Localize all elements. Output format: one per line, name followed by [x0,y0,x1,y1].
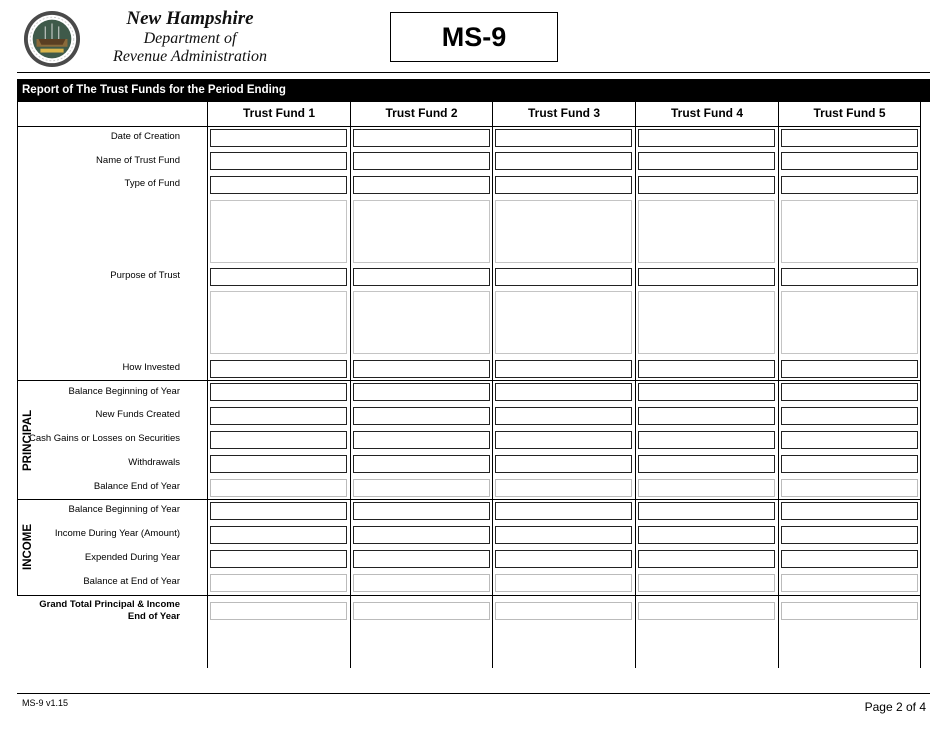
p-balance-beginning-field-fund-2[interactable] [353,383,490,401]
purpose-of-trust-field-fund-4[interactable] [638,268,775,286]
i-balance-beginning-field-fund-5[interactable] [781,502,918,520]
p-balance-end-field-fund-4[interactable] [638,479,775,497]
purpose-of-trust-field-fund-3[interactable] [495,268,632,286]
p-balance-end-field-fund-1[interactable] [210,479,347,497]
i-income-field-fund-4[interactable] [638,526,775,544]
i-expended-field-fund-4[interactable] [638,550,775,568]
i-income-field-fund-5[interactable] [781,526,918,544]
i-balance-end-field-fund-4[interactable] [638,574,775,592]
p-balance-end-field-fund-2[interactable] [353,479,490,497]
income-section-title: INCOME [22,524,34,571]
label-how-invested: How Invested [122,362,180,373]
how-invested-field-fund-4[interactable] [638,360,775,378]
p-withdrawals-field-fund-2[interactable] [353,455,490,473]
date-of-creation-field-fund-4[interactable] [638,129,775,147]
p-balance-beginning-field-fund-1[interactable] [210,383,347,401]
column-header-trust-fund-1: Trust Fund 1 [243,106,315,120]
purpose-upper-field-fund-1[interactable] [210,200,347,263]
i-balance-end-field-fund-3[interactable] [495,574,632,592]
label-name-of-trust-fund: Name of Trust Fund [96,155,180,166]
p-new-funds-field-fund-3[interactable] [495,407,632,425]
p-new-funds-field-fund-2[interactable] [353,407,490,425]
date-of-creation-field-fund-5[interactable] [781,129,918,147]
header-row-divider [17,126,921,127]
p-cash-gains-field-fund-5[interactable] [781,431,918,449]
nh-state-seal-icon [23,10,81,68]
label-purpose-of-trust: Purpose of Trust [110,270,180,281]
i-income-field-fund-3[interactable] [495,526,632,544]
i-balance-beginning-field-fund-2[interactable] [353,502,490,520]
how-invested-field-fund-3[interactable] [495,360,632,378]
principal-section-divider [17,380,921,381]
how-invested-upper-field-fund-5[interactable] [781,291,918,354]
name-of-trust-fund-field-fund-3[interactable] [495,152,632,170]
column-header-trust-fund-4: Trust Fund 4 [671,106,743,120]
p-withdrawals-field-fund-1[interactable] [210,455,347,473]
date-of-creation-field-fund-2[interactable] [353,129,490,147]
agency-state: New Hampshire [126,8,254,29]
p-cash-gains-field-fund-4[interactable] [638,431,775,449]
label-type-of-fund: Type of Fund [124,178,180,189]
label-income-during-year: Income During Year (Amount) [54,528,180,539]
purpose-upper-field-fund-2[interactable] [353,200,490,263]
label-income-expended: Expended During Year [84,552,180,563]
income-section-divider [17,499,921,500]
grid-col-divider [350,102,351,668]
p-cash-gains-field-fund-2[interactable] [353,431,490,449]
purpose-of-trust-field-fund-1[interactable] [210,268,347,286]
p-new-funds-field-fund-5[interactable] [781,407,918,425]
name-of-trust-fund-field-fund-1[interactable] [210,152,347,170]
how-invested-field-fund-2[interactable] [353,360,490,378]
i-balance-beginning-field-fund-1[interactable] [210,502,347,520]
grid-col-divider [207,102,208,668]
i-balance-end-field-fund-5[interactable] [781,574,918,592]
type-of-fund-field-fund-4[interactable] [638,176,775,194]
i-expended-field-fund-5[interactable] [781,550,918,568]
i-balance-beginning-field-fund-4[interactable] [638,502,775,520]
p-withdrawals-field-fund-3[interactable] [495,455,632,473]
grand-total-field-fund-4[interactable] [638,602,775,620]
purpose-upper-field-fund-3[interactable] [495,200,632,263]
label-principal-balance-beginning: Balance Beginning of Year [68,386,180,397]
agency-division: Revenue Administration [113,48,267,65]
i-expended-field-fund-1[interactable] [210,550,347,568]
purpose-of-trust-field-fund-2[interactable] [353,268,490,286]
label-income-balance-end: Balance at End of Year [83,576,180,587]
form-version: MS-9 v1.15 [22,698,69,708]
i-expended-field-fund-2[interactable] [353,550,490,568]
i-income-field-fund-1[interactable] [210,526,347,544]
how-invested-field-fund-5[interactable] [781,360,918,378]
date-of-creation-field-fund-1[interactable] [210,129,347,147]
grand-total-field-fund-3[interactable] [495,602,632,620]
label-grand-total-line1: Grand Total Principal & Income [39,599,180,610]
label-principal-cash-gains: Cash Gains or Losses on Securities [28,433,180,444]
purpose-upper-field-fund-5[interactable] [781,200,918,263]
label-income-balance-beginning: Balance Beginning of Year [68,504,180,515]
p-withdrawals-field-fund-5[interactable] [781,455,918,473]
p-balance-beginning-field-fund-5[interactable] [781,383,918,401]
label-principal-balance-end: Balance End of Year [93,481,180,492]
p-new-funds-field-fund-4[interactable] [638,407,775,425]
grid-right-border [920,102,921,668]
p-balance-end-field-fund-3[interactable] [495,479,632,497]
column-header-trust-fund-5: Trust Fund 5 [813,106,886,120]
label-principal-new-funds: New Funds Created [95,409,180,420]
name-of-trust-fund-field-fund-2[interactable] [353,152,490,170]
label-date-of-creation: Date of Creation [110,131,180,142]
name-of-trust-fund-field-fund-5[interactable] [781,152,918,170]
section-banner: Report of The Trust Funds for the Period Ending [17,79,930,102]
header-divider [17,72,930,73]
p-cash-gains-field-fund-3[interactable] [495,431,632,449]
p-cash-gains-field-fund-1[interactable] [210,431,347,449]
p-new-funds-field-fund-1[interactable] [210,407,347,425]
principal-section-title: PRINCIPAL [22,409,34,471]
type-of-fund-field-fund-5[interactable] [781,176,918,194]
footer-divider [17,693,930,694]
grid-left-border [17,102,18,596]
grand-total-divider [17,595,921,596]
agency-name [100,8,280,66]
how-invested-field-fund-1[interactable] [210,360,347,378]
type-of-fund-field-fund-2[interactable] [353,176,490,194]
i-balance-beginning-field-fund-3[interactable] [495,502,632,520]
grid-col-divider [635,102,636,668]
p-withdrawals-field-fund-4[interactable] [638,455,775,473]
grand-total-field-fund-1[interactable] [210,602,347,620]
i-income-field-fund-2[interactable] [353,526,490,544]
grid-col-divider [778,102,779,668]
purpose-of-trust-field-fund-5[interactable] [781,268,918,286]
page-number: Page 2 of 4 [864,700,926,714]
i-expended-field-fund-3[interactable] [495,550,632,568]
form-id-box: MS-9 [390,12,558,62]
label-principal-withdrawals: Withdrawals [128,457,180,468]
p-balance-end-field-fund-5[interactable] [781,479,918,497]
column-header-trust-fund-3: Trust Fund 3 [528,106,600,120]
i-balance-end-field-fund-2[interactable] [353,574,490,592]
how-invested-upper-field-fund-4[interactable] [638,291,775,354]
p-balance-beginning-field-fund-4[interactable] [638,383,775,401]
column-header-trust-fund-2: Trust Fund 2 [385,106,458,120]
how-invested-upper-field-fund-2[interactable] [353,291,490,354]
how-invested-upper-field-fund-3[interactable] [495,291,632,354]
type-of-fund-field-fund-1[interactable] [210,176,347,194]
purpose-upper-field-fund-4[interactable] [638,200,775,263]
grid-col-divider [492,102,493,668]
type-of-fund-field-fund-3[interactable] [495,176,632,194]
name-of-trust-fund-field-fund-4[interactable] [638,152,775,170]
grand-total-field-fund-2[interactable] [353,602,490,620]
label-grand-total-line2: End of Year [127,611,180,622]
i-balance-end-field-fund-1[interactable] [210,574,347,592]
p-balance-beginning-field-fund-3[interactable] [495,383,632,401]
how-invested-upper-field-fund-1[interactable] [210,291,347,354]
grand-total-field-fund-5[interactable] [781,602,918,620]
date-of-creation-field-fund-3[interactable] [495,129,632,147]
agency-department: Department of [143,30,237,47]
